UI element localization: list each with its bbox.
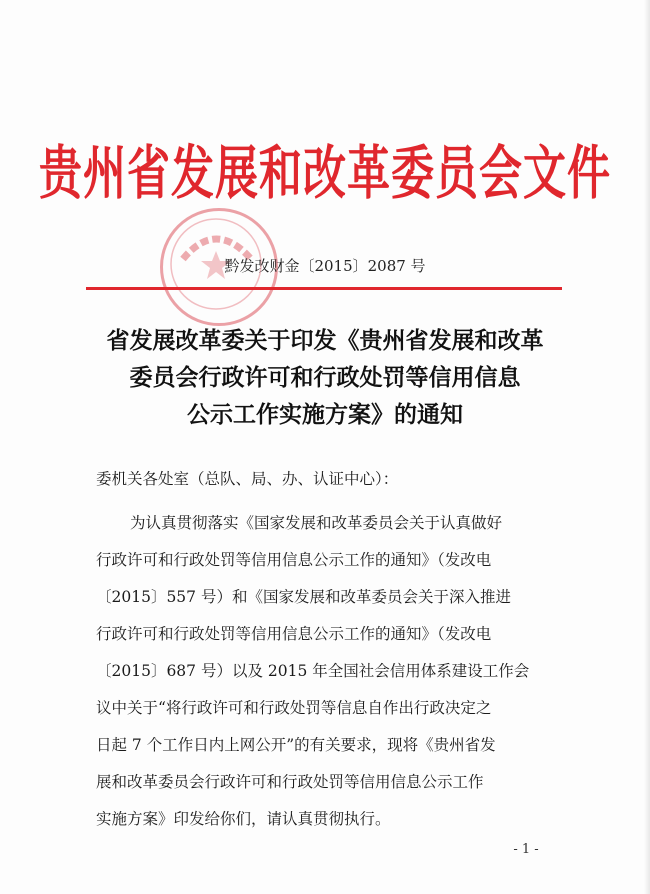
document-number: 黔发改财金〔2015〕2087 号 xyxy=(224,257,426,275)
body-line: 〔2015〕687 号）以及 2015 年全国社会信用体系建设工作会 xyxy=(96,662,530,680)
body-line: 行政许可和行政处罚等信用信息公示工作的通知》（发改电 xyxy=(96,551,492,569)
body-line: 展和改革委员会行政许可和行政处罚等信用信息公示工作 xyxy=(96,773,484,791)
body-line: 为认真贯彻落实《国家发展和改革委员会关于认真做好 xyxy=(130,514,503,532)
body-line: 日起 7 个工作日内上网公开”的有关要求，现将《贵州省发 xyxy=(96,736,496,754)
document-header-title: 贵州省发展和改革委员会文件 xyxy=(39,140,611,208)
document-title xyxy=(60,322,590,433)
body-line: 行政许可和行政处罚等信用信息公示工作的通知》（发改电 xyxy=(96,625,492,643)
body-line: 〔2015〕557 号）和《国家发展和改革委员会关于深入推进 xyxy=(96,588,511,606)
title-line: 委员会行政许可和行政处罚等信用信息 xyxy=(129,364,521,391)
header-divider xyxy=(86,287,562,290)
title-line: 公示工作实施方案》的通知 xyxy=(187,401,463,428)
addressee-line: 委机关各处室（总队、局、办、认证中心）： xyxy=(96,470,399,488)
body-paragraph xyxy=(96,505,566,838)
title-line: 省发展改革委关于印发《贵州省发展和改革 xyxy=(106,327,544,354)
page-number: - 1 - xyxy=(513,842,539,857)
body-line: 实施方案》印发给你们，请认真贯彻执行。 xyxy=(96,810,391,828)
body-line: 议中关于“将行政许可和行政处罚等信息自作出行政决定之 xyxy=(96,699,492,717)
